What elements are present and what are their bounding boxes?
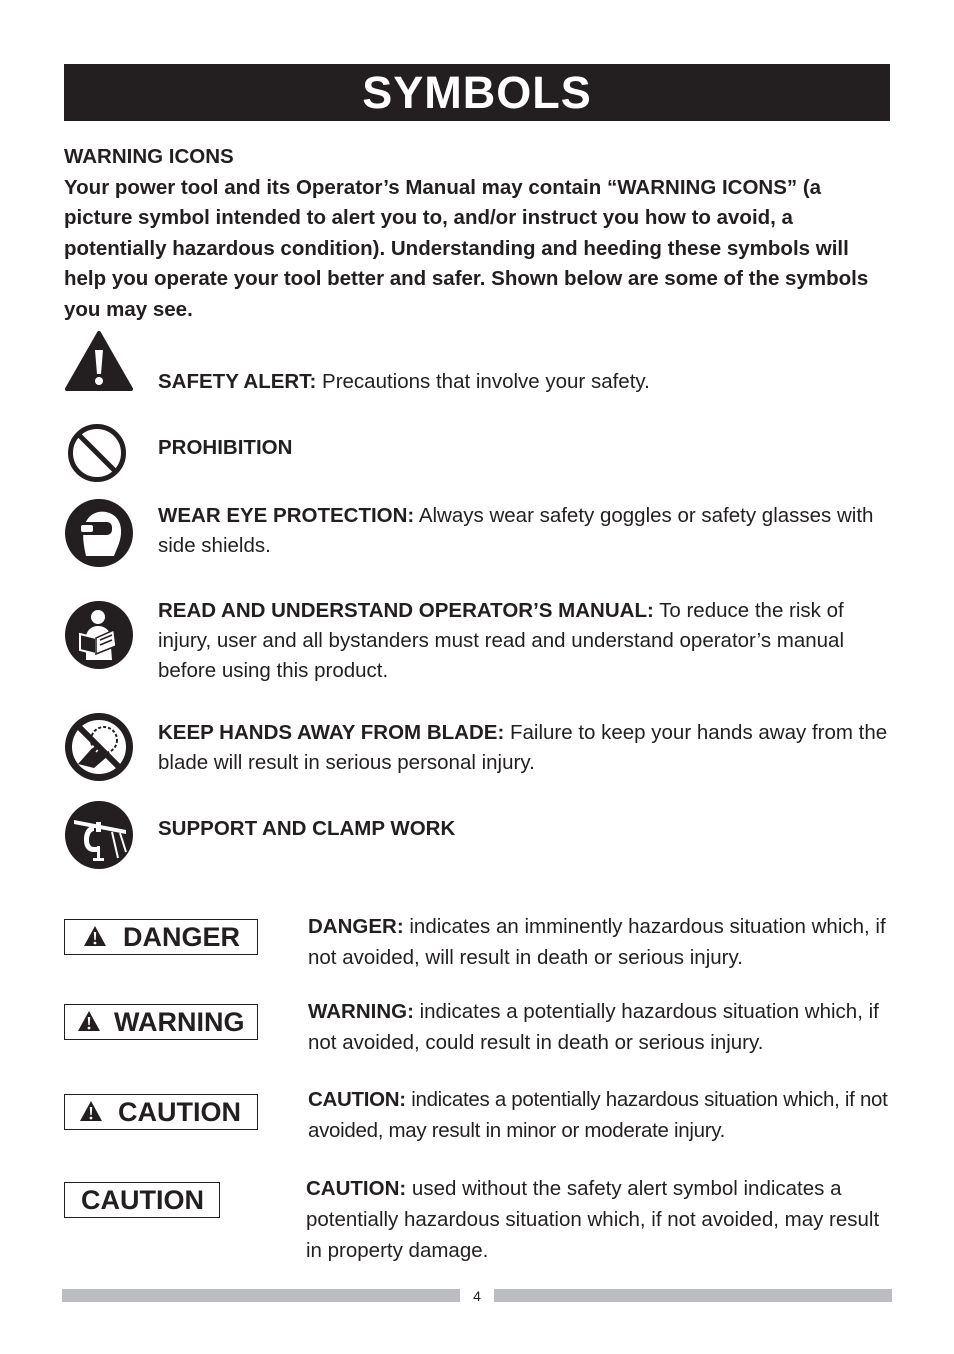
symbol-description — [158, 367, 898, 397]
signal-description — [306, 1173, 896, 1266]
warning-signal-box — [64, 1004, 258, 1040]
caution-signal-box — [64, 1182, 220, 1218]
signal-label: WARNING: — [308, 1000, 414, 1023]
signal-box-label: DANGER — [123, 922, 241, 952]
symbol-text: Always wear safety goggles or safety glasses with side shields. — [158, 504, 874, 557]
signal-text: indicates a potentially hazardous situation which, if not avoided, could result in death or serious injury. — [308, 1000, 879, 1054]
signal-description — [308, 996, 908, 1058]
signal-label: CAUTION: — [308, 1088, 406, 1111]
signal-description — [308, 1084, 908, 1146]
footer-rule-right — [494, 1289, 892, 1302]
symbol-description — [158, 501, 898, 561]
eye-protection-icon — [64, 498, 134, 568]
support-clamp-icon — [64, 800, 134, 870]
symbol-text: To reduce the risk of injury, user and all bystanders must read and understand operator’s manual before using this product. — [158, 599, 845, 682]
page-title: SYMBOLS — [64, 64, 890, 121]
symbol-label: SUPPORT AND CLAMP WORK — [158, 817, 456, 840]
signal-box-label: CAUTION — [118, 1097, 241, 1127]
symbol-description — [158, 814, 898, 844]
read-manual-icon — [64, 600, 134, 670]
alert-triangle-icon — [79, 1100, 103, 1122]
signal-description — [308, 911, 898, 973]
signal-box-label: WARNING — [114, 1007, 245, 1037]
symbol-description — [158, 718, 898, 778]
footer-rule-left — [62, 1289, 460, 1302]
intro-heading: WARNING ICONS — [64, 145, 234, 168]
signal-text: indicates a potentially hazardous situation which, if not avoided, may result in minor or moderate injury. — [308, 1088, 888, 1142]
safety-alert-triangle-icon — [64, 330, 134, 392]
signal-label: CAUTION: — [306, 1177, 407, 1200]
prohibition-icon — [66, 422, 128, 484]
symbol-text: Precautions that involve your safety. — [316, 370, 650, 393]
caution-alert-signal-box — [64, 1094, 258, 1130]
signal-box-label: CAUTION — [81, 1185, 204, 1215]
symbol-label: PROHIBITION — [158, 436, 293, 459]
symbol-label: KEEP HANDS AWAY FROM BLADE: — [158, 721, 505, 744]
signal-text: indicates an imminently hazardous situation which, if not avoided, will result in death or serious injury. — [308, 915, 886, 969]
danger-signal-box — [64, 919, 258, 955]
intro-body: Your power tool and its Operator’s Manual may contain “WARNING ICONS” (a picture symbol intended to alert you to, and/or instruct you how to avoid, a potentially hazardous condition). Understanding and heeding these symbols will help you operate your tool better and safer. Shown below are some of the symbols you may see. — [64, 175, 869, 321]
alert-triangle-icon — [83, 925, 107, 947]
symbol-label: WEAR EYE PROTECTION: — [158, 504, 415, 527]
signal-label: DANGER: — [308, 915, 404, 938]
symbol-label: READ AND UNDERSTAND OPERATOR’S MANUAL: — [158, 599, 654, 622]
symbol-text: Failure to keep your hands away from the blade will result in serious personal injury. — [158, 721, 888, 774]
page-number: 4 — [473, 1288, 481, 1304]
signal-text: used without the safety alert symbol indicates a potentially hazardous situation which, if not avoided, may result in property damage. — [306, 1177, 880, 1262]
alert-triangle-icon — [77, 1010, 101, 1032]
symbol-label: SAFETY ALERT: — [158, 370, 317, 393]
hands-away-blade-icon — [64, 712, 134, 782]
intro-section — [64, 142, 894, 325]
symbol-description — [158, 596, 898, 686]
symbol-description — [158, 433, 898, 463]
